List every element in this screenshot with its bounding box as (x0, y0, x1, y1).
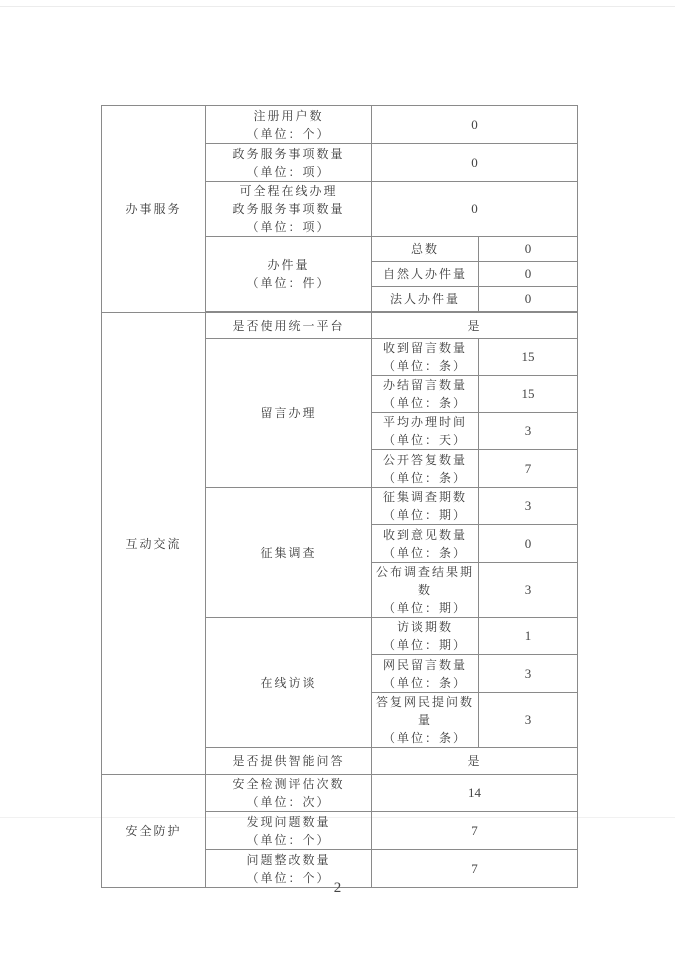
unit-line: （单位：次） (246, 795, 331, 809)
label-line: 收到留言数量 (382, 341, 467, 355)
sub-label (372, 618, 479, 655)
label-line: 收到意见数量 (382, 527, 467, 542)
sub-label: 法人办件量 (372, 287, 479, 312)
unit-line: （单位：天） (382, 433, 467, 447)
unit-line: （单位：期） (382, 601, 467, 615)
unit-line: （单位：条） (382, 359, 467, 373)
category-label: 办事服务 (125, 202, 182, 216)
row-label: 是否提供智能问答 (206, 748, 372, 775)
category-label: 互动交流 (125, 536, 182, 551)
cases-label (206, 237, 372, 312)
row-label (206, 775, 372, 812)
row-value: 0 (372, 144, 578, 182)
row-value: 是 (372, 748, 578, 775)
sub-value: 3 (479, 563, 578, 618)
label-line: 平均办理时间 (382, 415, 467, 429)
row-value: 0 (372, 106, 578, 144)
label-line: 发现问题数量 (246, 814, 331, 829)
statistics-table (101, 105, 578, 888)
unit-line: （单位：件） (246, 276, 331, 290)
row-value: 是 (372, 313, 578, 339)
unit-line: （单位：期） (382, 508, 467, 522)
label-line: 公开答复数量 (382, 452, 467, 467)
sub-label (372, 563, 479, 618)
sub-label (372, 693, 479, 748)
row-value: 0 (372, 182, 578, 237)
category-service (102, 106, 206, 313)
sub-value: 7 (479, 450, 578, 488)
label-line: 办件量 (267, 258, 310, 272)
sub-value: 0 (479, 262, 578, 287)
label-line: 访谈期数 (396, 620, 453, 634)
label-line: 安全检测评估次数 (232, 777, 345, 791)
unit-line: （单位：项） (246, 164, 331, 179)
table-row (102, 313, 578, 339)
sub-label (372, 450, 479, 488)
category-interaction (102, 313, 206, 775)
label-line: 可全程在线办理 (239, 184, 338, 198)
label-line: 网民留言数量 (382, 657, 467, 672)
sub-label: 自然人办件量 (372, 262, 479, 287)
sub-value: 0 (479, 237, 578, 262)
unit-line: （单位：个） (246, 126, 331, 141)
label-line: 公布调查结果期数 (375, 565, 474, 597)
row-label (206, 812, 372, 850)
unit-line: （单位：条） (382, 396, 467, 410)
label-line: 问题整改数量 (246, 852, 331, 867)
sub-label (372, 376, 479, 413)
sub-label (372, 488, 479, 525)
sub-label (372, 655, 479, 693)
interview-label: 在线访谈 (206, 618, 372, 748)
row-label (206, 144, 372, 182)
row-label: 是否使用统一平台 (206, 313, 372, 339)
scan-artifact-line (0, 6, 675, 7)
row-value: 14 (372, 775, 578, 812)
label-line: 政务服务事项数量 (232, 202, 345, 216)
label-line: 注册用户数 (253, 108, 324, 123)
unit-line: （单位：条） (382, 545, 467, 560)
sub-label (372, 413, 479, 450)
row-value: 7 (372, 850, 578, 888)
table-row (102, 775, 578, 812)
messages-label: 留言办理 (206, 339, 372, 488)
sub-value: 3 (479, 693, 578, 748)
sub-value: 0 (479, 287, 578, 312)
label-line: 答复网民提问数量 (375, 695, 474, 727)
sub-value: 15 (479, 376, 578, 413)
row-label (206, 106, 372, 144)
table-row (102, 106, 578, 144)
sub-label: 总数 (372, 237, 479, 262)
category-security (102, 775, 206, 888)
row-value: 7 (372, 812, 578, 850)
category-label: 安全防护 (125, 824, 182, 838)
row-label (206, 182, 372, 237)
sub-value: 3 (479, 655, 578, 693)
sub-value: 0 (479, 525, 578, 563)
sub-value: 3 (479, 488, 578, 525)
survey-label: 征集调查 (206, 488, 372, 618)
unit-line: （单位：条） (382, 731, 467, 745)
sub-value: 3 (479, 413, 578, 450)
label-line: 办结留言数量 (382, 378, 467, 392)
sub-label (372, 339, 479, 376)
unit-line: （单位：个） (246, 832, 331, 847)
unit-line: （单位：条） (382, 470, 467, 485)
unit-line: （单位：条） (382, 675, 467, 690)
page-number: 2 (333, 880, 342, 896)
unit-line: （单位：期） (382, 638, 467, 652)
sub-label (372, 525, 479, 563)
label-line: 征集调查期数 (382, 490, 467, 504)
label-line: 政务服务事项数量 (232, 146, 345, 161)
sub-value: 15 (479, 339, 578, 376)
unit-line: （单位：个） (246, 870, 331, 885)
unit-line: （单位：项） (246, 220, 331, 234)
sub-value: 1 (479, 618, 578, 655)
